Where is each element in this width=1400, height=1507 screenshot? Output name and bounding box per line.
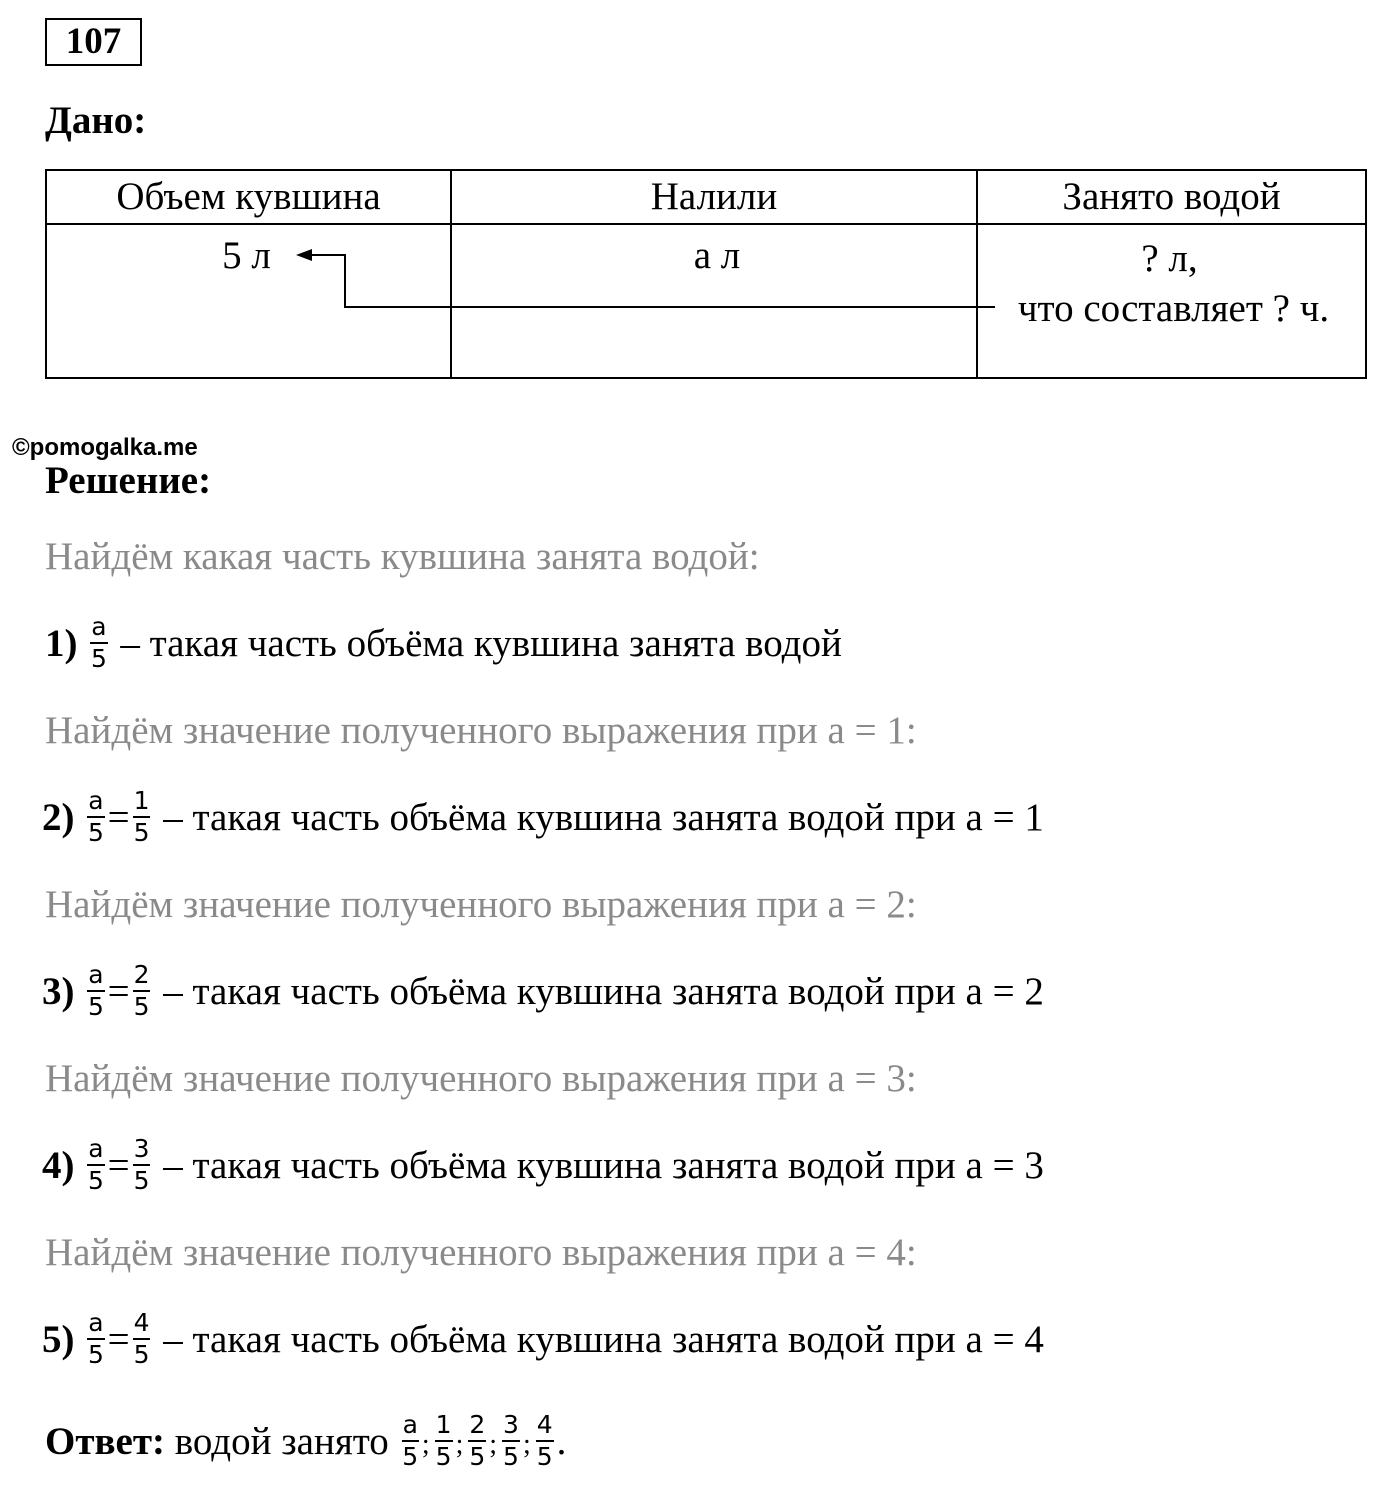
step-label: 1) [45,621,78,665]
hint-4: Найдём значение полученного выражения при а = 4: [45,1231,917,1274]
fraction [87,960,104,1022]
fraction-part: 5 [90,644,107,673]
header-occupied: Занято водой [977,170,1366,224]
fraction-part: 3 [502,1410,520,1442]
inline-text: 4) [42,1143,75,1187]
hint-2: Найдём значение полученного выражения при а = 2: [45,883,917,926]
fraction-part: 5 [87,1166,104,1195]
fraction-part: a [90,612,107,644]
occupied-part: что составляет ? ч. [1017,287,1330,330]
cell-occupied [977,224,1366,378]
occupied-liters: ? л, [1141,237,1198,280]
answer [45,1410,567,1476]
fraction-part: 1 [435,1410,453,1442]
fraction [87,1308,104,1370]
fraction-part: 5 [133,992,150,1021]
fraction-part: 1 [133,786,151,818]
fraction [87,1134,104,1196]
fraction-part: 5 [435,1442,452,1471]
answer-text: водой занято [174,1419,389,1463]
hint-3: Найдём значение полученного выражения при а = 3: [45,1057,917,1100]
inline-text: ; [455,1429,464,1460]
header-volume: Объем кувшина [46,170,451,224]
volume-value: 5 л [222,234,271,277]
intro-text: Найдём какая часть кувшина занята водой: [45,535,760,578]
fraction-part: 4 [133,1308,151,1340]
fraction-part: 5 [87,992,104,1021]
fraction [133,786,151,848]
inline-text: = [107,795,130,839]
fraction-part: 2 [468,1410,486,1442]
cell-poured [451,224,977,378]
inline-text: 2) [42,795,75,839]
problem-number: 107 [45,18,142,66]
fraction-part: a [87,960,104,992]
inline-text: – такая часть объёма кувшина занята водой при а = 1 [163,795,1044,839]
inline-text: ; [489,1429,498,1460]
cell-volume [46,224,451,378]
inline-text: = [107,1317,130,1361]
fraction-part: 5 [469,1442,486,1471]
inline-text: 3) [42,969,75,1013]
step-5 [42,1308,1044,1374]
fraction-part: a [87,1308,104,1340]
fraction-part: a [87,1134,104,1166]
answer-label: Ответ: [45,1419,166,1463]
fraction-part: 2 [133,960,151,992]
step-2 [42,786,1044,852]
fraction [133,1134,151,1196]
inline-text: = [107,1143,130,1187]
poured-value: а л [693,234,741,277]
fraction [133,1308,151,1370]
fraction-part: 5 [503,1442,519,1471]
inline-text: ; [522,1429,531,1460]
inline-text: 5) [42,1317,75,1361]
given-heading: Дано: [45,99,147,142]
fraction-part: a [402,1410,419,1442]
step-1 [45,612,842,678]
inline-text: = [107,969,130,1013]
inline-text: – такая часть объёма кувшина занята водой при а = 3 [163,1143,1044,1187]
step-3 [42,960,1044,1026]
hint-1: Найдём значение полученного выражения при а = 1: [45,709,917,752]
fraction-part: 5 [87,818,104,847]
fraction-part: 5 [87,1340,104,1369]
step-4 [42,1134,1044,1200]
answer-fraction [402,1410,419,1472]
fraction-part: 4 [536,1410,554,1442]
fraction [133,960,151,1022]
fraction-part: a [87,786,104,818]
fraction-part: 5 [402,1442,419,1471]
fraction-part: 5 [133,1166,150,1195]
fraction [435,1410,453,1472]
fraction [90,612,107,674]
fraction-part: 5 [536,1442,553,1471]
fraction [468,1410,486,1472]
header-poured: Налили [451,170,977,224]
step-text: – такая часть объёма кувшина занята водой [120,621,842,665]
given-table [45,169,1367,379]
watermark: ©pomogalka.me [12,434,198,461]
fraction-part: 5 [133,1340,150,1369]
fraction [536,1410,554,1472]
inline-text: – такая часть объёма кувшина занята водой при а = 2 [163,969,1044,1013]
inline-text: . [556,1419,567,1463]
table-row [46,224,1366,378]
fraction-part: 5 [133,818,150,847]
inline-text: ; [421,1429,430,1460]
solution-heading: Решение: [45,459,212,502]
fraction [87,786,104,848]
inline-text: – такая часть объёма кувшина занята водой при а = 4 [163,1317,1044,1361]
fraction-part: 3 [133,1134,151,1166]
fraction [502,1410,520,1472]
table-header-row [46,170,1366,224]
